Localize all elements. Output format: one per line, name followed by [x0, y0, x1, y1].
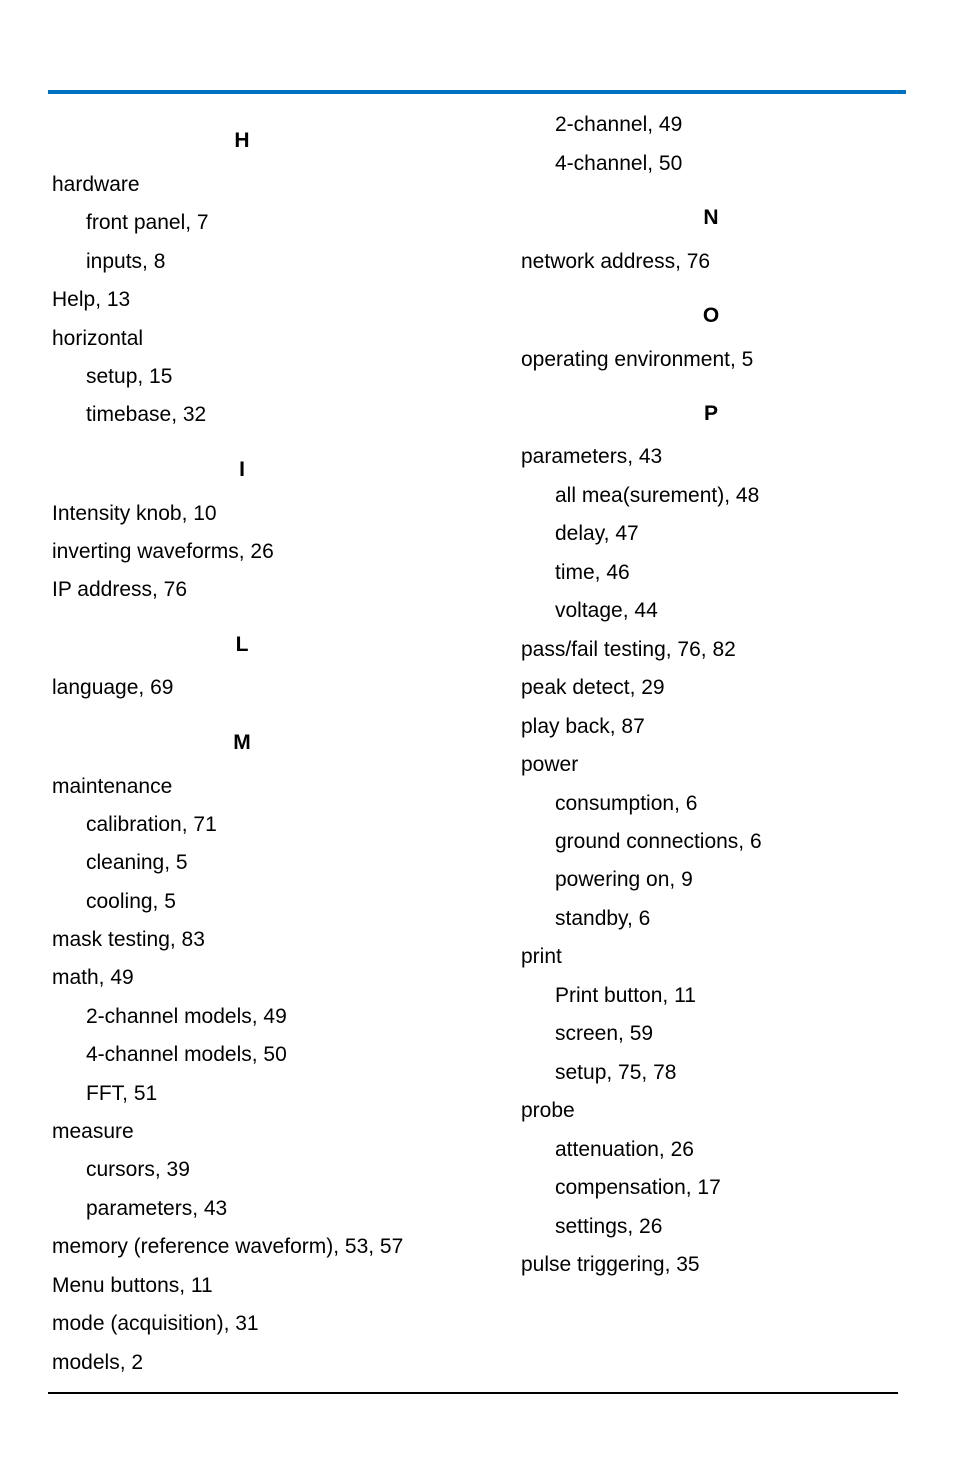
index-subentry: parameters, 43: [86, 1197, 228, 1220]
index-entry: maintenance: [52, 775, 173, 798]
index-entry: network address, 76: [521, 250, 711, 273]
index-entry: horizontal: [52, 327, 144, 350]
index-subentry: 4-channel models, 50: [86, 1043, 287, 1066]
index-entry: IP address, 76: [52, 578, 188, 601]
index-entry: hardware: [52, 173, 140, 196]
index-subentry: all mea(surement), 48: [555, 484, 760, 507]
index-subentry: Print button, 11: [555, 984, 696, 1007]
index-subentry: setup, 75, 78: [555, 1061, 677, 1084]
section-heading-l: L: [235, 633, 249, 656]
index-subentry: ground connections, 6: [555, 830, 762, 853]
section-heading-h: H: [234, 129, 250, 152]
index-entry: play back, 87: [521, 715, 645, 738]
index-subentry: 2-channel, 49: [555, 113, 683, 136]
index-subentry: 2-channel models, 49: [86, 1005, 287, 1028]
index-subentry: setup, 15: [86, 365, 173, 388]
index-subentry: cleaning, 5: [86, 851, 188, 874]
index-entry: math, 49: [52, 966, 134, 989]
index-subentry: consumption, 6: [555, 792, 698, 815]
index-entry: inverting waveforms, 26: [52, 540, 274, 563]
index-subentry: cooling, 5: [86, 890, 176, 913]
index-subentry: screen, 59: [555, 1022, 654, 1045]
index-subentry: standby, 6: [555, 907, 651, 930]
section-heading-m: M: [233, 731, 251, 754]
index-subentry: FFT, 51: [86, 1082, 158, 1105]
index-entry: probe: [521, 1099, 575, 1122]
index-entry: memory (reference waveform), 53, 57: [52, 1235, 404, 1258]
index-subentry: delay, 47: [555, 522, 639, 545]
index-subentry: calibration, 71: [86, 813, 217, 836]
index-subentry: compensation, 17: [555, 1176, 721, 1199]
index-subentry: voltage, 44: [555, 599, 658, 622]
index-entry: print: [521, 945, 562, 968]
section-heading-n: N: [703, 206, 719, 229]
index-entry: mode (acquisition), 31: [52, 1312, 259, 1335]
index-subentry: settings, 26: [555, 1215, 663, 1238]
index-entry: pulse triggering, 35: [521, 1253, 700, 1276]
section-heading-i: I: [239, 458, 245, 481]
index-entry: operating environment, 5: [521, 348, 754, 371]
index-entry: parameters, 43: [521, 445, 663, 468]
index-subentry: time, 46: [555, 561, 630, 584]
index-entry: mask testing, 83: [52, 928, 205, 951]
index-subentry: attenuation, 26: [555, 1138, 694, 1161]
index-entry: models, 2: [52, 1351, 144, 1374]
index-entry: pass/fail testing, 76, 82: [521, 638, 736, 661]
index-subentry: front panel, 7: [86, 211, 209, 234]
index-entry: power: [521, 753, 579, 776]
index-subentry: cursors, 39: [86, 1158, 190, 1181]
footer-rule: [48, 1392, 898, 1394]
index-subentry: inputs, 8: [86, 250, 166, 273]
index-subentry: 4-channel, 50: [555, 152, 683, 175]
index-entry: Menu buttons, 11: [52, 1274, 213, 1297]
index-subentry: timebase, 32: [86, 403, 207, 426]
index-entry: Help, 13: [52, 288, 131, 311]
section-heading-p: P: [703, 402, 718, 425]
index-subentry: powering on, 9: [555, 868, 693, 891]
header-rule: [48, 90, 906, 94]
index-entry: language, 69: [52, 676, 174, 699]
section-heading-o: O: [702, 304, 720, 327]
index-entry: peak detect, 29: [521, 676, 665, 699]
index-entry: measure: [52, 1120, 134, 1143]
index-entry: Intensity knob, 10: [52, 502, 217, 525]
